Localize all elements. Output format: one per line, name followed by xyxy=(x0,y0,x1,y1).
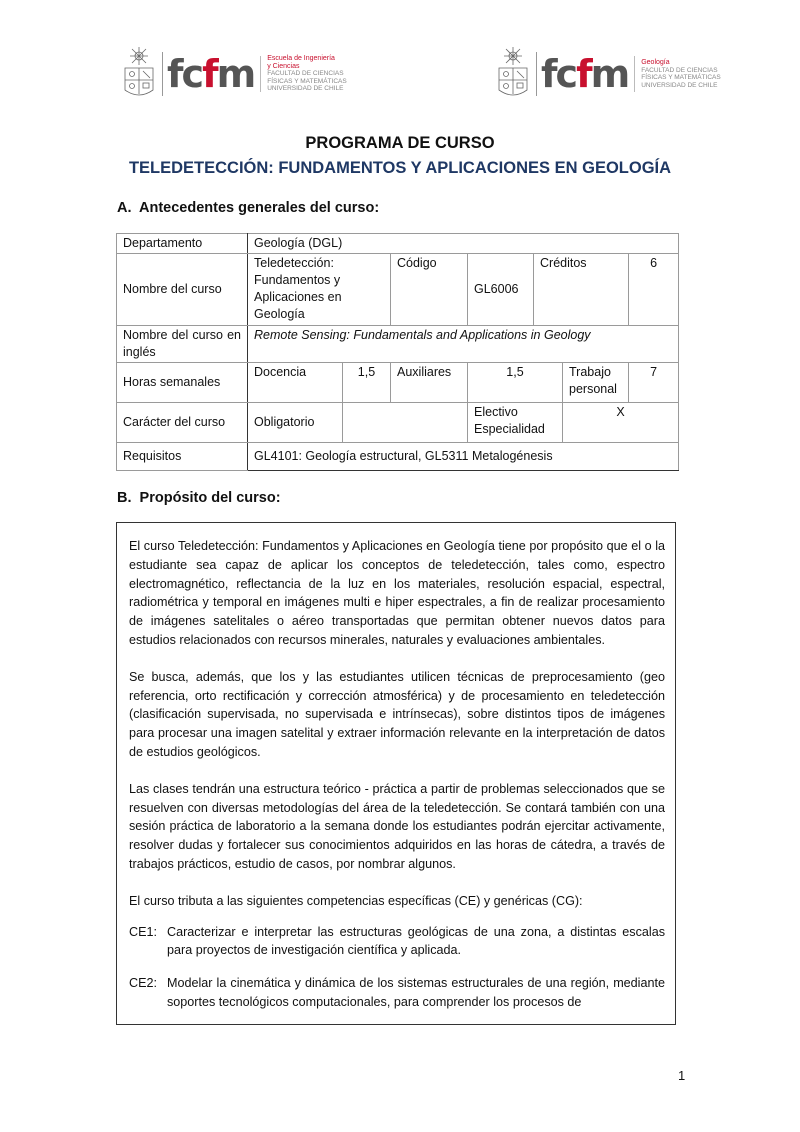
competency-text: Modelar la cinemática y dinámica de los sistemas estructurales de una región, mediante soportes tecnológicos computacionales, para comprender los procesos de xyxy=(167,976,665,1009)
table-row-caracter xyxy=(117,403,679,443)
logo-divider xyxy=(536,52,537,96)
section-a-heading: A. Antecedentes generales del curso: xyxy=(117,200,380,216)
competency-item xyxy=(129,923,665,961)
requisitos-value: GL4101: Geología estructural, GL5311 Metalogénesis xyxy=(248,443,679,471)
table-row-requisitos xyxy=(117,443,679,471)
table-row-nombre xyxy=(117,254,679,326)
purpose-paragraph-1: El curso Teledetección: Fundamentos y Aplicaciones en Geología tiene por propósito que el o la estudiante sea capaz de aplicar los conceptos de teledetección, tales como, espectro electromagnético, reflectancia de la luz en los materiales, resolución espacial, espectral, radiométrica y temporal en imágenes multi e hiper espectrales, a fin de realizar procesamiento de imágenes satelitales o aéreo transportadas que permitan obtener nuevos datos para estudios relacionados con recursos minerales, naturales y evaluaciones ambientales. xyxy=(129,539,665,647)
logo-caption xyxy=(641,59,720,89)
university-crest-icon xyxy=(120,46,158,102)
university-crest-icon xyxy=(494,46,532,102)
nombre-value: Teledetección: Fundamentos y Aplicaciones en Geología xyxy=(248,254,391,326)
codigo-value: GL6006 xyxy=(468,254,534,326)
table-row-horas xyxy=(117,363,679,403)
logo-faculty-line-2: FÍSICAS Y MATEMÁTICAS xyxy=(641,74,721,81)
purpose-paragraph-2: Se busca, además, que los y las estudiantes utilicen técnicas de preprocesamiento (geo referencia, orto rectificación y corrección atmosférica) y de procesamiento en teledetección (clasificación supervisada, no supervisada e intrínsecas), sobre distintos tipos de imágenes para procesar una imagen satelital y extraer información relevante en la interpretación de datos de estudios geológicos. xyxy=(129,669,665,759)
nombre-label: Nombre del curso xyxy=(117,254,248,326)
electivo-label: Electivo Especialidad xyxy=(468,403,563,443)
competency-text: Caracterizar e interpretar las estructuras geológicas de una zona, a distintas escalas para proyectos de investigación científica y aplicada. xyxy=(167,924,665,958)
logo-divider xyxy=(260,56,261,92)
course-purpose-box xyxy=(116,522,676,1025)
fcfm-wordmark: fcfm xyxy=(541,52,629,96)
requisitos-label: Requisitos xyxy=(117,443,248,471)
page-number: 1 xyxy=(678,1068,686,1083)
electivo-value: X xyxy=(563,403,679,443)
docencia-label: Docencia xyxy=(248,363,343,403)
departamento-value: Geología (DGL) xyxy=(248,234,679,254)
creditos-value: 6 xyxy=(629,254,679,326)
purpose-paragraph-4: El curso tributa a las siguientes competencias específicas (CE) y genéricas (CG): xyxy=(129,893,583,908)
logo-school-name: Escuela de Ingeniería xyxy=(267,55,335,63)
course-title: TELEDETECCIÓN: FUNDAMENTOS Y APLICACIONES EN GEOLOGÍA xyxy=(128,159,672,177)
course-info-table xyxy=(116,233,679,471)
trabajo-value: 7 xyxy=(629,363,679,403)
fcfm-wordmark: fcfm xyxy=(167,52,255,96)
obligatorio-value xyxy=(343,403,468,443)
logo-school-name-2: y Ciencias xyxy=(267,62,300,70)
trabajo-label: Trabajo personal xyxy=(563,363,629,403)
obligatorio-label: Obligatorio xyxy=(248,403,343,443)
logo-department-name: Geología xyxy=(641,59,670,66)
fcfm-logo-right xyxy=(494,44,721,104)
logo-university-line: UNIVERSIDAD DE CHILE xyxy=(267,85,344,93)
codigo-label: Código xyxy=(391,254,468,326)
caracter-label: Carácter del curso xyxy=(117,403,248,443)
fcfm-logo-left xyxy=(120,44,347,104)
purpose-paragraph-3: Las clases tendrán una estructura teórico - práctica a partir de problemas seleccionados que se resuelven con diversas metodologías del área de la teledetección. Se contará también con una sesión práctica de laboratorio a la semana donde los estudiantes podrán ejercitar activamente, resolver dudas y fortalecer sus conocimientos adquiridos en las horas de cátedra, a través de trabajos prácticos, estudio de casos, por nombrar algunos. xyxy=(129,781,665,871)
docencia-value: 1,5 xyxy=(343,363,391,403)
table-row-departamento xyxy=(117,234,679,254)
logo-divider xyxy=(162,52,163,96)
logo-faculty-line: FACULTAD DE CIENCIAS xyxy=(641,66,718,74)
nombre-ingles-label: Nombre del curso en inglés xyxy=(117,326,248,363)
auxiliares-label: Auxiliares xyxy=(391,363,468,403)
competency-code: CE1: xyxy=(129,924,157,939)
logo-caption xyxy=(267,55,346,93)
nombre-ingles-value: Remote Sensing: Fundamentals and Applications in Geology xyxy=(248,326,679,363)
competency-code: CE2: xyxy=(129,976,157,991)
logo-university-line: UNIVERSIDAD DE CHILE xyxy=(641,81,718,89)
logo-faculty-line: FACULTAD DE CIENCIAS xyxy=(267,70,344,78)
table-row-nombre-ingles xyxy=(117,326,679,363)
horas-label: Horas semanales xyxy=(117,363,248,403)
departamento-label: Departamento xyxy=(117,234,248,254)
document-title: PROGRAMA DE CURSO xyxy=(305,134,495,152)
logo-divider xyxy=(634,56,635,92)
section-b-heading: B. Propósito del curso: xyxy=(117,490,281,506)
logo-faculty-line-2: FÍSICAS Y MATEMÁTICAS xyxy=(267,77,347,85)
competency-item xyxy=(129,974,665,1012)
creditos-label: Créditos xyxy=(534,254,629,326)
auxiliares-value: 1,5 xyxy=(468,363,563,403)
